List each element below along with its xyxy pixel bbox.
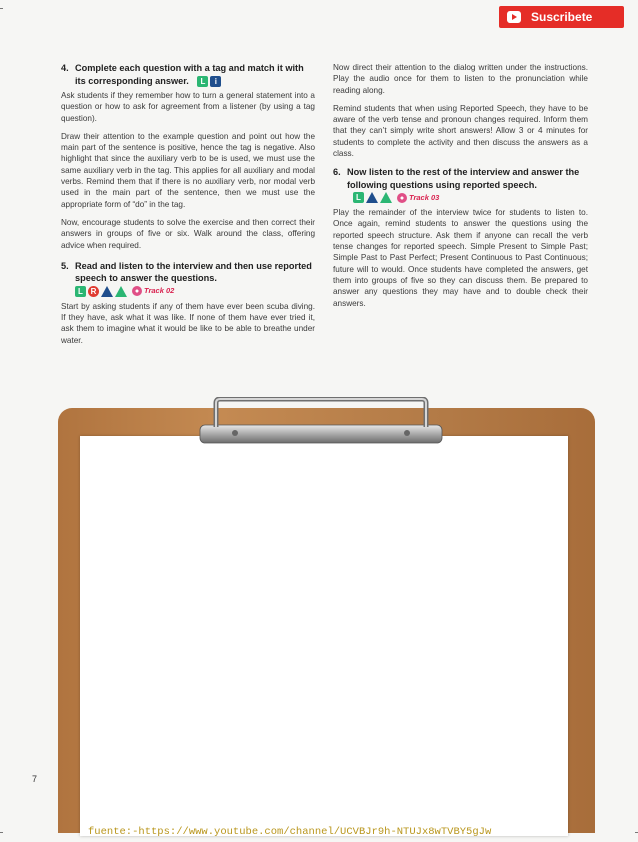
group-icon [380, 192, 392, 203]
crop-mark [0, 832, 3, 833]
person-icon: i [210, 76, 221, 87]
section-title: Complete each question with a tag and match it with its corresponding answer. [75, 63, 304, 86]
section-title: Now listen to the rest of the interview and answer the following questions using reported speech. [347, 167, 580, 190]
pair-icon [101, 286, 113, 297]
section-number: 6. [333, 167, 341, 178]
subscribe-label: Suscribete [531, 10, 593, 24]
page-number: 7 [32, 774, 38, 784]
section-title: Read and listen to the interview and then use reported speech to answer the questions. [75, 260, 312, 284]
listening-icon: L [353, 192, 364, 203]
paragraph: Remind students that when using Reported Speech, they have to be aware of the verb tense and pronoun changes required. Inform them that they can’t simply write short answers! Allow 3 or 4 minutes for students to complete the activity and then discuss the answers as a class. [333, 103, 588, 159]
right-column [333, 62, 588, 316]
reading-icon: R [88, 286, 99, 297]
audio-track[interactable] [132, 285, 174, 298]
section-5-heading [61, 260, 315, 298]
clipboard-clip [196, 397, 446, 447]
left-column [61, 62, 315, 353]
section-4-heading [61, 62, 315, 87]
track-label: Track 03 [409, 192, 440, 202]
subscribe-button[interactable] [499, 6, 624, 28]
listening-icon: L [197, 76, 208, 87]
section-number: 4. [61, 63, 69, 73]
source-url[interactable]: fuente:-https://www.youtube.com/channel/UCVBJr9h-NTUJx8wTVBY5gJw [88, 826, 492, 838]
section-6-heading [333, 166, 588, 204]
activity-icons [75, 285, 174, 298]
pair-icon [366, 192, 378, 203]
play-icon [507, 11, 521, 23]
audio-track[interactable] [397, 192, 439, 205]
paragraph: Ask students if they remember how to turn a general statement into a question or how to ask for agreement from a listener (by using a tag question). [61, 91, 315, 123]
paragraph: Start by asking students if any of them have ever been scuba diving. If they have, ask what it was like. If none of them have ever tried it, ask them to imagine what it would be like to be able to breathe under water. [61, 301, 315, 345]
clipboard-paper [80, 436, 568, 836]
cd-icon [397, 193, 407, 203]
listening-icon: L [75, 286, 86, 297]
cd-icon [132, 286, 142, 296]
section-number: 5. [61, 260, 69, 271]
paragraph: Now direct their attention to the dialog written under the instructions. Play the audio once for them to listen to the pronunciation while reading along. [333, 63, 588, 95]
paragraph: Now, encourage students to solve the exercise and then correct their answers in groups of five or six. Walk around the class, offering advice when required. [61, 217, 315, 250]
paragraph: Draw their attention to the example question and point out how the main part of the sentence is positive, hence the tag is negative. Also highlight that since the auxiliary verb to be is used, we must use the same auxiliary verb in the tag. This applies for all auxiliary and modal verbs. Remind them that if there is no auxiliary verb, nor modal verb used in the main part of the sentence, then we must use the appropriate form of “do” in the tag. [61, 131, 315, 209]
track-label: Track 02 [144, 286, 175, 296]
activity-icons [353, 192, 439, 205]
activity-icons [197, 76, 221, 87]
crop-mark [0, 8, 3, 9]
paragraph: Play the remainder of the interview twice for students to listen to. Once again, remind students to answer the questions using the reported speech structure. Ask them if anyone can recall the verb tense changes for reported speech. Simple Present to Simple Past; Simple Past to Past Perfect; Present Continuous to Past Continuous; future will to would. Once students have completed the answers, get them into groups of five so they can discuss them. Be prepared to answer any questions they may have and to double check their answers. [333, 208, 588, 308]
group-icon [115, 286, 127, 297]
